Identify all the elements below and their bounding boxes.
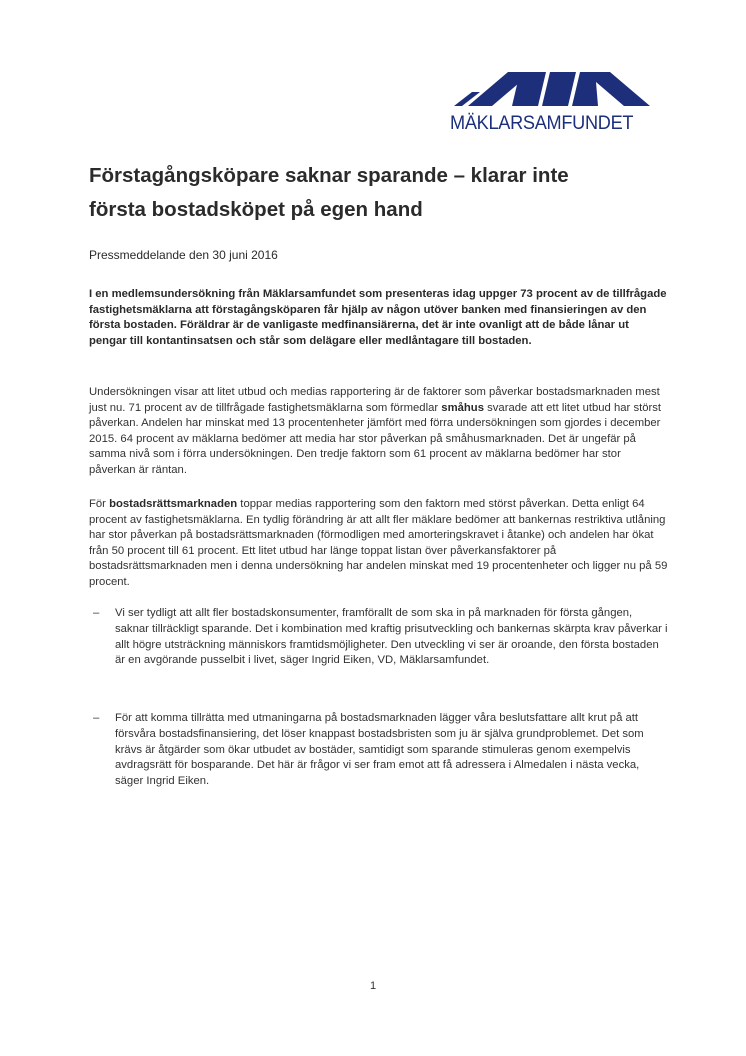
- headline: [89, 159, 669, 227]
- dateline: Pressmeddelande den 30 juni 2016: [89, 248, 278, 262]
- page-number: 1: [369, 980, 377, 992]
- quote-dash: –: [93, 607, 100, 619]
- logo-roof-mark: [450, 70, 672, 112]
- body-paragraph-2: [89, 497, 669, 590]
- p1-text-before: Undersökningen visar att litet utbud och medias rapportering är de faktorer som påverkar bostadsmarknaden mest just nu. 71 procent av de tillfrågade fastighetsmäklarna som förmedlar: [89, 386, 660, 414]
- p2-bold-term: bostadsrättsmarknaden: [109, 498, 238, 510]
- quote-text: Vi ser tydligt att allt fler bostadskonsumenter, framförallt de som ska in på marknaden för första gången, saknar tillräckligt sparande. Det i kombination med kraftig prisutveckling och bankernas skärpta krav påverkar i allt högre utsträckning människors framtidsmöjligheter. Den utveckling vi ser är oroande, den första bostaden är en avgörande pusselbit i livet, säger Ingrid Eiken, VD, Mäklarsamfundet.: [115, 607, 668, 667]
- headline-line-1: Förstagångsköpare saknar sparande – klarar inte: [89, 164, 569, 187]
- headline-line-2: första bostadsköpet på egen hand: [89, 198, 423, 221]
- p2-text-before: För: [89, 498, 110, 510]
- quote-text: För att komma tillrätta med utmaningarna på bostadsmarknaden lägger våra beslutsfattare allt krut på att försvåra bostadsfinansiering, det löser knappast bostadsbristen som ju är själva grundproblemet. Det som krävs är åtgärder som ökar utbudet av bostäder, samtidigt som sparande stimuleras genom exempelvis avdragsrätt för bosparande. Det här är frågor vi ser fram emot att få adressera i Almedalen i nästa vecka, säger Ingrid Eiken.: [115, 712, 644, 788]
- p1-text-after: svarade att ett litet utbud har störst påverkan. Andelen har minskat med 13 procentenheter jämfört med förra undersökningen som gjordes i december 2015. 64 procent av mäklarna bedömer att media har stor påverkan på småhusmarknaden. Det är ungefär på samma nivå som i förra undersökningen. Den tredje faktorn som 61 procent av mäklarna bedömer har stor påverkan är räntan.: [89, 401, 662, 476]
- body-paragraph-1: [89, 385, 669, 478]
- p2-text-after: toppar medias rapportering som den faktorn med störst påverkan. Detta enligt 64 procent av fastighetsmäklarna. En tydlig förändring är att allt fler mäklare bedömer att bankernas restriktiva utlåning har stor påverkan på bostadsrättsmarknaden (förmodligen med amorteringskravet i åtanke) och andelen har ökat från 50 procent till 61 procent. Ett litet utbud har länge toppat listan över påverkansfaktorer på bostadsrättsmarknaden men i denna undersökning har andelen minskat med 19 procentenheter och ligger nu på 59 procent.: [89, 498, 668, 588]
- maklarsamfundet-logo: [450, 70, 672, 136]
- logo-wordmark: MÄKLARSAMFUNDET: [450, 112, 634, 134]
- lead-paragraph: I en medlemsundersökning från Mäklarsamfundet som presenteras idag uppger 73 procent av de tillfrågade fastighetsmäklarna att förstagångsköparen får hjälp av någon utöver banken med finansieringen av den första bostaden. Föräldrar är de vanligaste medfinansiärerna, det är inte ovanligt att de både lånar ut pengar till kontantinsatsen och står som delägare eller medlåntagare till bostaden.: [89, 288, 667, 347]
- p1-bold-term: småhus: [441, 401, 484, 414]
- quote-dash: –: [93, 712, 100, 724]
